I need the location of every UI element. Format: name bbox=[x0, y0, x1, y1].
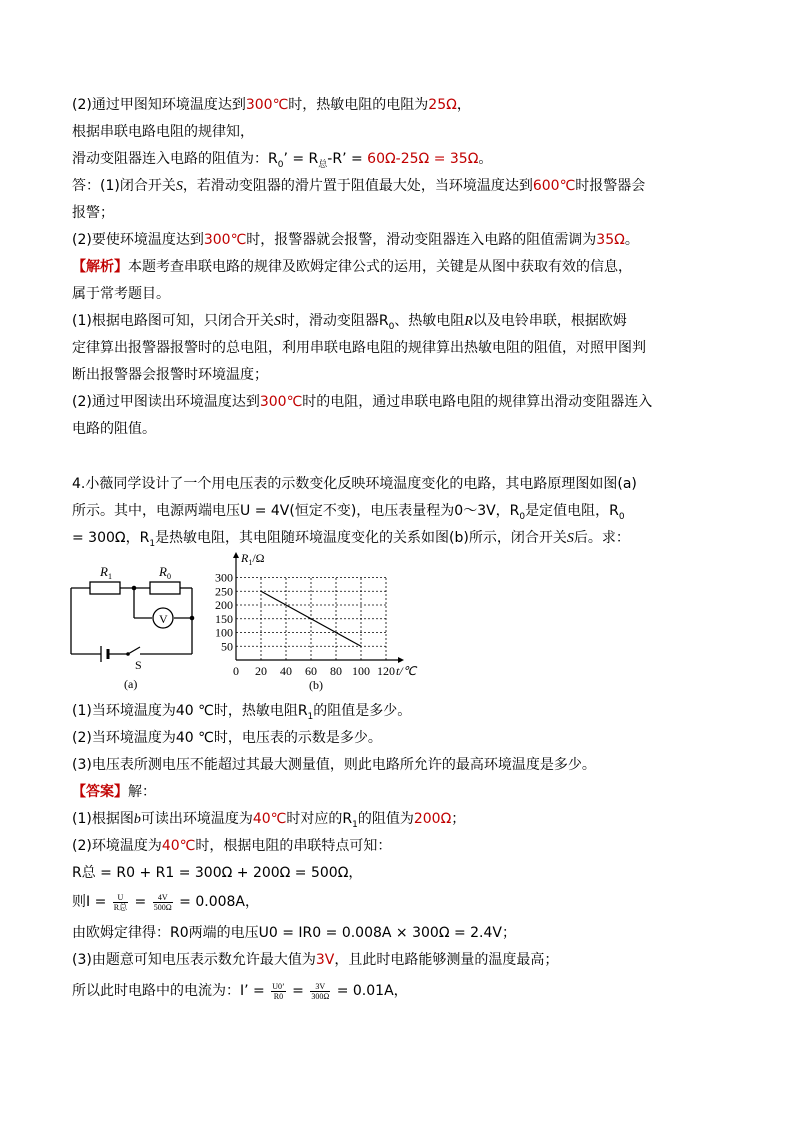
x-axis-label: t/℃ bbox=[396, 664, 417, 678]
text: (1)根据电路图可知，只闭合开关 bbox=[72, 313, 274, 329]
text: 25Ω bbox=[428, 97, 457, 113]
text: 本题考查串联电路的规律及欧姆定律公式的运用，关键是从图中获取有效的信息， bbox=[128, 259, 632, 275]
fraction bbox=[271, 982, 285, 1001]
text: (2)通过甲图读出环境温度达到 bbox=[72, 394, 260, 410]
y-tick-label: 150 bbox=[215, 611, 233, 626]
y-tick-label: 200 bbox=[215, 598, 233, 612]
y-axis-label: $R_1/\Omega$ bbox=[241, 551, 265, 567]
text: 。 bbox=[478, 151, 493, 167]
text: 的阻值是多少。 bbox=[313, 703, 412, 719]
answer-tag: 【答案】 bbox=[72, 784, 128, 800]
numerator: U bbox=[113, 893, 128, 903]
solution-line-1 bbox=[72, 96, 471, 114]
numerator: U0’ bbox=[272, 981, 285, 991]
text: = 0.008A， bbox=[174, 894, 259, 910]
sub-question-3: (3)电压表所测电压不能超过其最大测量值，则此电路所允许的最高环境温度是多少。 bbox=[72, 757, 596, 773]
x-tick-label: 60 bbox=[305, 664, 317, 678]
text: 是定值电阻，R bbox=[525, 503, 619, 519]
solution-line-4 bbox=[72, 177, 645, 196]
text: 200Ω bbox=[413, 811, 452, 827]
solution-line-12 bbox=[72, 393, 652, 411]
fraction bbox=[113, 893, 128, 912]
question-line-1: 4.小薇同学设计了一个用电压表的示数变化反映环境温度变化的电路，其电路原理图如图(a) bbox=[72, 476, 637, 492]
text: 时，热敏电阻的电阻为 bbox=[288, 97, 429, 113]
text: 滑动变阻器连入电路的阻值为：R bbox=[72, 151, 278, 167]
battery bbox=[101, 646, 108, 662]
text: 300℃ bbox=[259, 394, 303, 410]
text: (1)当环境温度为40 ℃时，热敏电阻R bbox=[72, 703, 308, 719]
text: ，且此时电路能够测量的温度最高； bbox=[334, 952, 559, 968]
x-tick-label: 20 bbox=[255, 664, 267, 678]
text: 以及电铃串联，根据欧姆 bbox=[472, 313, 627, 329]
text: (2)要使环境温度达到 bbox=[72, 232, 204, 248]
circuit-diagram bbox=[66, 560, 206, 695]
denominator: 300Ω bbox=[311, 991, 330, 1001]
solution-line-11: 断出报警器会报警时环境温度； bbox=[72, 367, 268, 383]
resistor-r0 bbox=[150, 582, 180, 594]
subscript: 1 bbox=[307, 711, 314, 722]
figure-b-caption: (b) bbox=[309, 678, 323, 692]
text: 60Ω-25Ω = 35Ω bbox=[367, 151, 479, 167]
analysis-tag: 【解析】 bbox=[72, 259, 128, 275]
solution-line-10: 定律算出报警器报警时的总电阻，利用串联电路电阻的规律算出热敏电阻的阻值，对照甲图判 bbox=[72, 340, 646, 356]
y-axis-arrow bbox=[233, 552, 239, 558]
subscript: 0 bbox=[618, 511, 625, 522]
text: 答：(1)闭合开关 bbox=[72, 178, 176, 194]
answer-line-7 bbox=[72, 980, 408, 1002]
text: 40℃ bbox=[161, 838, 196, 854]
text: 时报警器会 bbox=[575, 178, 646, 194]
text: 35Ω bbox=[596, 232, 625, 248]
text: 的阻值为 bbox=[357, 811, 414, 827]
text: ， bbox=[456, 97, 471, 113]
figure-a-caption: (a) bbox=[124, 677, 138, 691]
solution-line-2: 根据串联电路电阻的规律知， bbox=[72, 124, 254, 140]
solution-line-6 bbox=[72, 231, 639, 249]
x-tick-label: 40 bbox=[280, 664, 292, 678]
y-tick-label: 250 bbox=[215, 584, 233, 599]
text: ，若滑动变阻器的滑片置于阻值最大处，当环境温度达到 bbox=[182, 178, 533, 194]
subscript: 总 bbox=[318, 159, 328, 170]
voltmeter-label: V bbox=[159, 612, 168, 626]
resistance-temperature-chart bbox=[206, 550, 434, 695]
answer-line-5: 由欧姆定律得：R0两端的电压U0 = IR0 = 0.008A × 300Ω = 2.4V； bbox=[72, 925, 516, 941]
text: 。 bbox=[624, 232, 639, 248]
x-tick-label: 0 bbox=[233, 664, 239, 678]
solution-line-5: 报警； bbox=[72, 205, 114, 221]
text: ’ = R bbox=[283, 151, 319, 167]
answer-line-2 bbox=[72, 837, 391, 855]
denominator: R总 bbox=[113, 902, 128, 912]
subscript: 1 bbox=[352, 819, 358, 830]
text: 300℃ bbox=[203, 232, 247, 248]
solution-line-8: 属于常考题目。 bbox=[72, 286, 170, 302]
text: (3)由题意可知电压表示数允许最大值为 bbox=[72, 952, 316, 968]
text: 时，滑动变阻器R bbox=[280, 313, 389, 329]
text: 、热敏电阻 bbox=[394, 313, 465, 329]
text: 时对应的R bbox=[286, 811, 353, 827]
resistor-r1 bbox=[90, 582, 120, 594]
switch-pivot bbox=[126, 652, 130, 656]
x-tick-label: 80 bbox=[330, 664, 342, 678]
text: = 300Ω，R bbox=[72, 530, 150, 546]
text: S bbox=[273, 314, 281, 329]
solution-line-9 bbox=[72, 312, 627, 336]
text: R bbox=[464, 314, 473, 329]
text: = bbox=[130, 894, 151, 910]
numerator: 3V bbox=[310, 982, 330, 992]
text: 所示。其中，电源两端电压U = 4V(恒定不变)，电压表量程为0～3V，R bbox=[72, 503, 520, 519]
text: 是热敏电阻，其电阻随环境温度变化的关系如图(b)所示，闭合开关 bbox=[155, 530, 567, 546]
solution-line-7 bbox=[72, 258, 632, 276]
text: 后。求： bbox=[573, 530, 630, 546]
text: b bbox=[133, 812, 141, 827]
numerator: 4V bbox=[153, 893, 173, 903]
text: S bbox=[566, 531, 574, 546]
text: = 0.01A， bbox=[332, 983, 408, 999]
text: 所以此时电路中的电流为：I’ = bbox=[72, 983, 270, 999]
text: (2)环境温度为 bbox=[72, 838, 162, 854]
fraction bbox=[153, 893, 173, 912]
denominator: R0 bbox=[273, 991, 284, 1001]
junction-dot bbox=[190, 616, 195, 621]
text: 3V bbox=[315, 952, 335, 968]
x-axis-arrow bbox=[398, 657, 404, 663]
text: -R’ = bbox=[327, 151, 368, 167]
subscript: 1 bbox=[149, 538, 156, 549]
text: 可读出环境温度为 bbox=[140, 811, 253, 827]
answer-heading bbox=[72, 783, 156, 801]
text: 时的电阻，通过串联电路电阻的规律算出滑动变阻器连入 bbox=[302, 394, 653, 410]
text: (1)根据图 bbox=[72, 811, 134, 827]
y-tick-label: 50 bbox=[221, 639, 233, 654]
text: 则I = bbox=[72, 894, 111, 910]
text: = bbox=[287, 983, 309, 999]
text: ； bbox=[451, 811, 466, 827]
x-tick-label: 100 bbox=[352, 664, 370, 678]
solution-line-3 bbox=[72, 150, 492, 174]
r1-label: $R_1$ bbox=[100, 564, 112, 581]
text: 600℃ bbox=[532, 178, 576, 194]
sub-question-2: (2)当环境温度为40 ℃时，电压表的示数是多少。 bbox=[72, 730, 382, 746]
junction-dot bbox=[132, 586, 137, 591]
fraction bbox=[310, 982, 330, 1001]
subscript: 0 bbox=[388, 321, 395, 332]
text: 300℃ bbox=[245, 97, 289, 113]
x-tick-label: 120 bbox=[377, 664, 395, 678]
y-tick-label: 100 bbox=[215, 625, 233, 640]
answer-line-6 bbox=[72, 951, 558, 969]
text: 40℃ bbox=[252, 811, 287, 827]
text: (2)通过甲图知环境温度达到 bbox=[72, 97, 246, 113]
subscript: 0 bbox=[519, 511, 526, 522]
text: 时，根据电阻的串联特点可知： bbox=[195, 838, 392, 854]
text: S bbox=[175, 179, 183, 194]
answer-line-3: R总 = R0 + R1 = 300Ω + 200Ω = 500Ω， bbox=[72, 865, 363, 881]
y-tick-label: 300 bbox=[215, 570, 233, 585]
answer-line-1 bbox=[72, 810, 465, 834]
text: 时，报警器就会报警，滑动变阻器连入电路的阻值需调为 bbox=[246, 232, 597, 248]
sub-question-1 bbox=[72, 702, 411, 726]
text: 解： bbox=[128, 784, 156, 800]
question-line-2 bbox=[72, 502, 625, 526]
answer-line-4 bbox=[72, 891, 259, 913]
denominator: 500Ω bbox=[153, 902, 172, 912]
solution-line-13: 电路的阻值。 bbox=[72, 421, 156, 437]
subscript: 0 bbox=[277, 159, 284, 170]
r0-label: $R_0$ bbox=[159, 564, 171, 581]
switch-label: S bbox=[135, 658, 142, 672]
